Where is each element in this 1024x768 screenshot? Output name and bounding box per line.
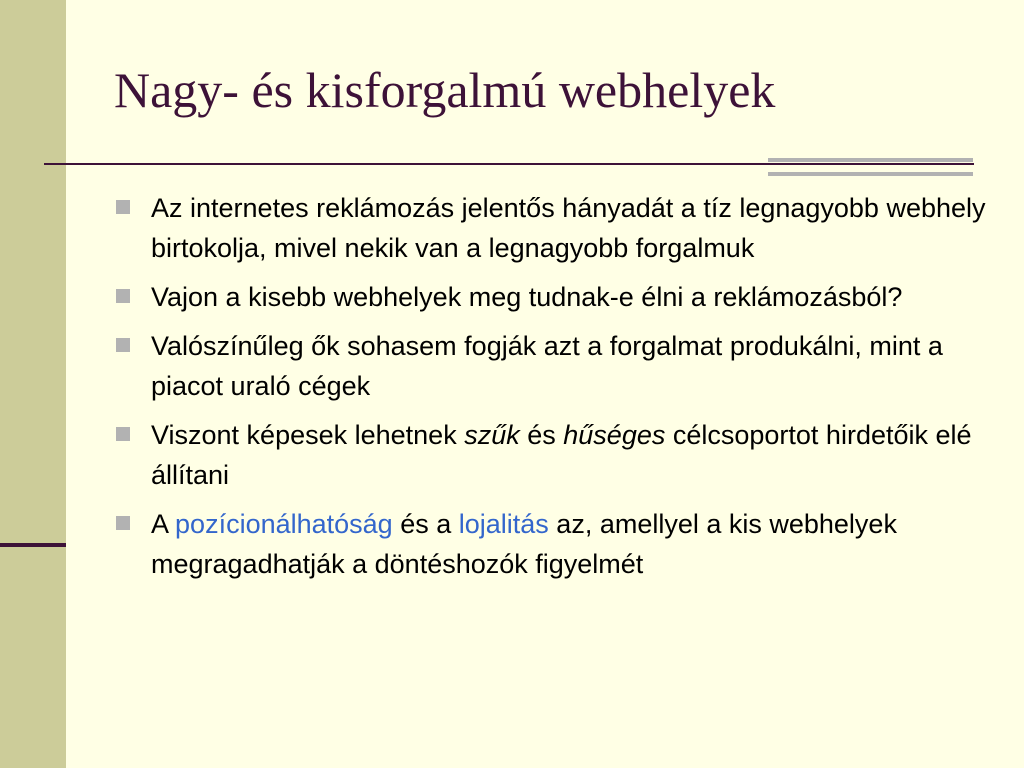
highlighted-term-positionability: pozícionálhatóság <box>175 509 393 539</box>
bullet-item <box>114 188 994 268</box>
square-bullet-icon <box>116 427 130 441</box>
bullet-item <box>114 504 994 584</box>
title-accent-bar-top <box>768 158 973 162</box>
left-decorative-band <box>0 0 66 768</box>
bullet-text-segment: az, amellyel a kis webhelyek megragadhatják a döntéshozók figyelmét <box>151 509 897 579</box>
bullet-item <box>114 415 994 495</box>
italic-term-loyal: hűséges <box>563 420 666 450</box>
bullet-text-segment: és <box>519 420 564 450</box>
square-bullet-icon <box>116 289 130 303</box>
left-band-divider <box>0 543 66 547</box>
bullet-text-segment: Viszont képesek lehetnek <box>151 420 465 450</box>
bullet-text-segment: és a <box>392 509 459 539</box>
title-accent-bar-bottom <box>768 172 973 176</box>
square-bullet-icon <box>116 338 130 352</box>
square-bullet-icon <box>116 200 130 214</box>
bullet-text: Az internetes reklámozás jelentős hányadát a tíz legnagyobb webhely birtokolja, mivel nekik van a legnagyobb forgalmuk <box>151 193 986 263</box>
bullet-text: Valószínűleg ők sohasem fogják azt a forgalmat produkálni, mint a piacot uraló cégek <box>151 331 943 401</box>
square-bullet-icon <box>116 516 130 530</box>
bullet-list <box>114 188 994 593</box>
slide-title: Nagy- és kisforgalmú webhelyek <box>114 62 776 118</box>
bullet-text-segment: A <box>151 509 176 539</box>
bullet-text: Vajon a kisebb webhelyek meg tudnak-e élni a reklámozásból? <box>151 282 903 312</box>
bullet-text-segment: célcsoportot hirdetőik elé állítani <box>151 420 972 490</box>
title-underline-rule <box>44 163 974 165</box>
bullet-item <box>114 277 994 317</box>
bullet-item <box>114 326 994 406</box>
highlighted-term-loyalty: lojalitás <box>458 509 549 539</box>
italic-term-narrow: szűk <box>464 420 520 450</box>
